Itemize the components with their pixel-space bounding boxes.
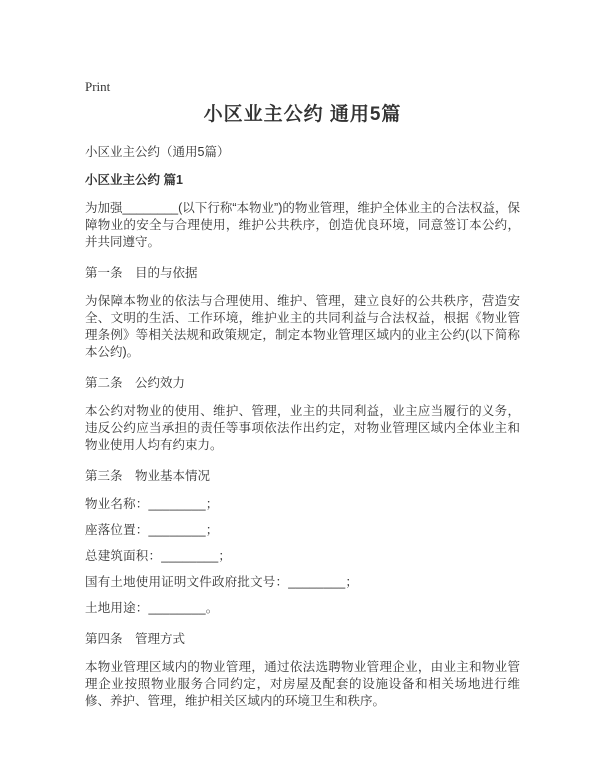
field-line-property-name: 物业名称：________； <box>85 496 219 511</box>
document-subtitle: 小区业主公约（通用5篇） <box>85 144 230 159</box>
section-title: 小区业主公约 篇1 <box>85 172 183 187</box>
document-paragraph: 本物业管理区域内的物业管理，通过依法选聘物业管理企业，由业主和物业管理企业按照物业服务合同约定，对房屋及配套的设施设备和相关场地进行维修、养护、管理，维护相关区域内的环境卫生和秩序。 <box>85 659 520 708</box>
field-line-building-area: 总建筑面积：________； <box>85 548 232 563</box>
article-heading-2: 第二条 公约效力 <box>85 375 186 390</box>
article-heading-1: 第一条 目的与依据 <box>85 265 198 280</box>
page-title: 小区业主公约 通用5篇 <box>203 104 402 125</box>
field-line-land-certificate: 国有土地使用证明文件政府批文号：________； <box>85 574 359 589</box>
document-paragraph: 为加强________(以下行称“本物业”)的物业管理，维护全体业主的合法权益，保障物业的安全与合理使用，维护公共秩序，创造优良环境，同意签订本公约，并共同遵守。 <box>85 200 520 249</box>
article-heading-3: 第三条 物业基本情况 <box>85 468 211 483</box>
article-heading-4: 第四条 管理方式 <box>85 631 186 646</box>
document-paragraph: 为保障本物业的依法与合理使用、维护、管理，建立良好的公共秩序，营造安全、文明的生活、工作环境，维护业主的共同利益与合法权益，根据《物业管理条例》等相关法规和政策规定，制定本物业管理区域内的业主公约(以下简称本公约)。 <box>85 293 520 359</box>
field-line-land-use: 土地用途：________。 <box>85 600 219 615</box>
document-paragraph: 本公约对物业的使用、维护、管理，业主的共同利益，业主应当履行的义务，违反公约应当承担的责任等事项依法作出约定，对物业管理区域内全体业主和物业使用人均有约束力。 <box>85 403 520 452</box>
field-line-location: 座落位置：________； <box>85 522 219 537</box>
print-link[interactable]: Print <box>85 79 111 94</box>
